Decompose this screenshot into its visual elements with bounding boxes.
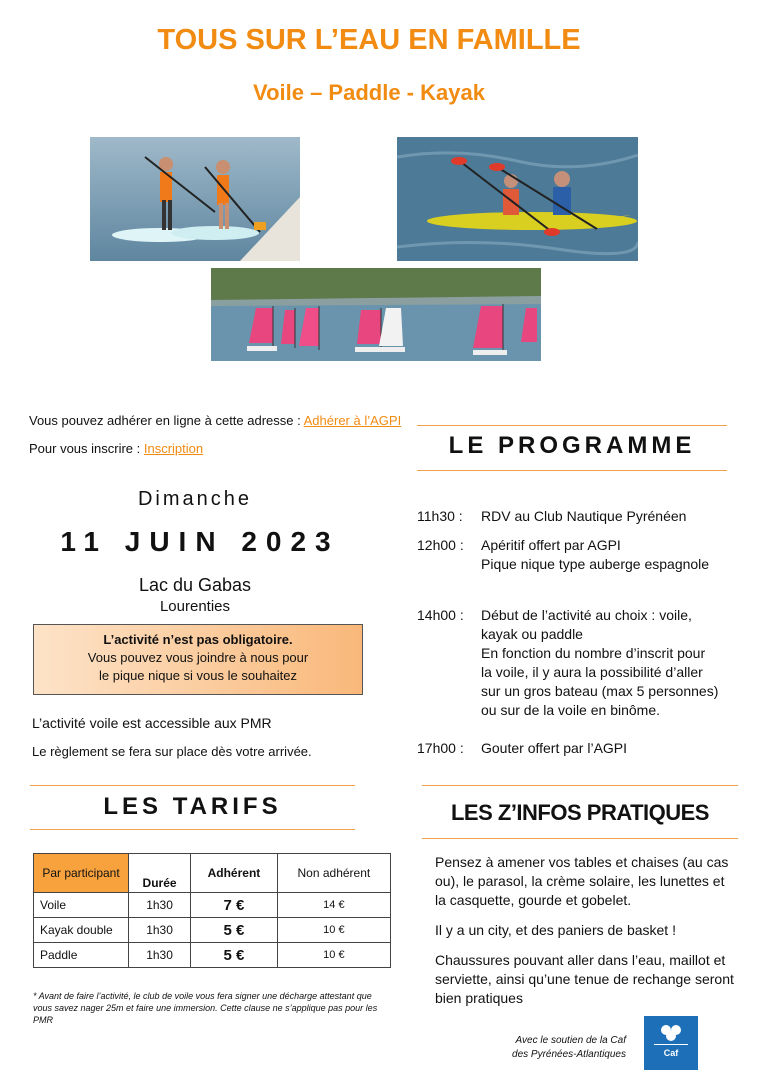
- table-row: [34, 943, 391, 968]
- infos-paragraph: Pensez à amener vos tables et chaises (au cas ou), le parasol, la crème solaire, les lunettes et la casquette, gourde et gobelet.: [435, 854, 729, 908]
- paddle-photo: [90, 137, 300, 261]
- cell-duration: 1h30: [129, 918, 191, 943]
- programme-rule-bottom: [417, 470, 727, 471]
- infos-rule-top: [422, 785, 738, 786]
- cell-nonmember-price: 10 €: [277, 918, 390, 943]
- header-non-adherent: Non adhérent: [277, 854, 390, 893]
- cell-nonmember-price: 10 €: [277, 943, 390, 968]
- tarifs-footnote: * Avant de faire l’activité, le club de voile vous fera signer une décharge attestant que vous savez nager 25m et faire une immersion. Cette clause ne s’applique pas pour les PMR: [33, 991, 378, 1025]
- caf-logo: [644, 1016, 698, 1070]
- programme-line: RDV au Club Nautique Pyrénéen: [481, 508, 687, 524]
- programme-time: 17h00 :: [417, 740, 464, 756]
- header-participant: Par participant: [34, 854, 129, 893]
- page-subtitle: Voile – Paddle - Kayak: [253, 80, 485, 105]
- caf-logo-text: Caf: [663, 1048, 679, 1058]
- infos-rule-bottom: [422, 838, 738, 839]
- programme-time: 12h00 :: [417, 537, 464, 553]
- cell-duration: 1h30: [129, 943, 191, 968]
- page-title: TOUS SUR L’EAU EN FAMILLE: [157, 24, 581, 56]
- programme-item-1700: [417, 739, 627, 758]
- table-header-row: [34, 854, 391, 893]
- kayak-photo: [397, 137, 638, 261]
- programme-time: 11h30 :: [417, 508, 463, 524]
- support-line1: Avec le soutien de la Caf: [515, 1035, 626, 1046]
- tarifs-heading: LES TARIFS: [103, 793, 282, 820]
- cell-nonmember-price: 14 €: [277, 893, 390, 918]
- programme-item-1400: [417, 606, 718, 720]
- event-date: 11 JUIN 2023: [60, 526, 340, 557]
- info-note-box: [33, 624, 363, 695]
- cell-member-price: 5 €: [191, 943, 278, 968]
- programme-line: sur un gros bateau (max 5 personnes): [481, 683, 719, 699]
- inscription-text: Pour vous inscrire :: [29, 441, 144, 456]
- table-row: [34, 893, 391, 918]
- programme-rule-top: [417, 425, 727, 426]
- adhesion-text: Vous pouvez adhérer en ligne à cette adresse :: [29, 413, 304, 428]
- tarifs-table: [33, 853, 391, 968]
- programme-line: la voile, il y aura la possibilité d’aller: [481, 664, 703, 680]
- infos-body: [435, 853, 735, 1019]
- adhesion-line: [29, 413, 401, 428]
- support-note: [460, 1034, 626, 1062]
- note-line2: le pique nique si vous le souhaitez: [98, 668, 298, 683]
- inscription-link[interactable]: Inscription: [143, 441, 204, 456]
- note-line1: Vous pouvez vous joindre à nous pour: [87, 650, 309, 665]
- programme-item-1130: [417, 507, 686, 526]
- cell-member-price: 7 €: [191, 893, 278, 918]
- payment-note: Le règlement se fera sur place dès votre arrivée.: [32, 744, 312, 759]
- event-town: Lourenties: [159, 598, 231, 615]
- header-adherent: Adhérent: [191, 854, 278, 893]
- programme-time: 14h00 :: [417, 607, 464, 623]
- cell-activity: Paddle: [34, 943, 129, 968]
- support-line2: des Pyrénées-Atlantiques: [512, 1049, 626, 1060]
- cell-activity: Voile: [34, 893, 129, 918]
- pmr-note: L’activité voile est accessible aux PMR: [32, 715, 272, 731]
- note-bold: L’activité n’est pas obligatoire.: [103, 632, 293, 647]
- sailing-photo: [211, 268, 541, 361]
- cell-duration: 1h30: [129, 893, 191, 918]
- cell-activity: Kayak double: [34, 918, 129, 943]
- header-duree: Durée: [129, 854, 191, 893]
- table-row: [34, 918, 391, 943]
- inscription-line: [29, 441, 203, 456]
- programme-line: En fonction du nombre d’inscrit pour: [481, 645, 706, 661]
- infos-paragraph: Chaussures pouvant aller dans l’eau, maillot et serviette, ainsi qu’une tenue de rechange seront bien pratiques: [435, 952, 734, 1006]
- programme-line: ou sur de la voile en binôme.: [481, 702, 660, 718]
- programme-line: Gouter offert par l’AGPI: [481, 740, 628, 756]
- programme-line: kayak ou paddle: [481, 626, 583, 642]
- tarifs-rule-top: [30, 785, 355, 786]
- tarifs-rule-bottom: [30, 829, 355, 830]
- programme-line: Pique nique type auberge espagnole: [481, 556, 710, 572]
- infos-heading: LES Z’INFOS PRATIQUES: [450, 800, 709, 825]
- programme-line: Apéritif offert par AGPI: [481, 537, 621, 553]
- programme-item-1200: [417, 536, 709, 574]
- cell-member-price: 5 €: [191, 918, 278, 943]
- event-day: Dimanche: [137, 488, 253, 510]
- programme-heading: LE PROGRAMME: [448, 432, 696, 459]
- infos-paragraph: Il y a un city, et des paniers de basket !: [435, 922, 676, 938]
- programme-line: Début de l’activité au choix : voile,: [481, 607, 692, 623]
- adhere-link[interactable]: Adhérer à l’AGPI: [303, 413, 402, 428]
- event-place: Lac du Gabas: [138, 575, 252, 595]
